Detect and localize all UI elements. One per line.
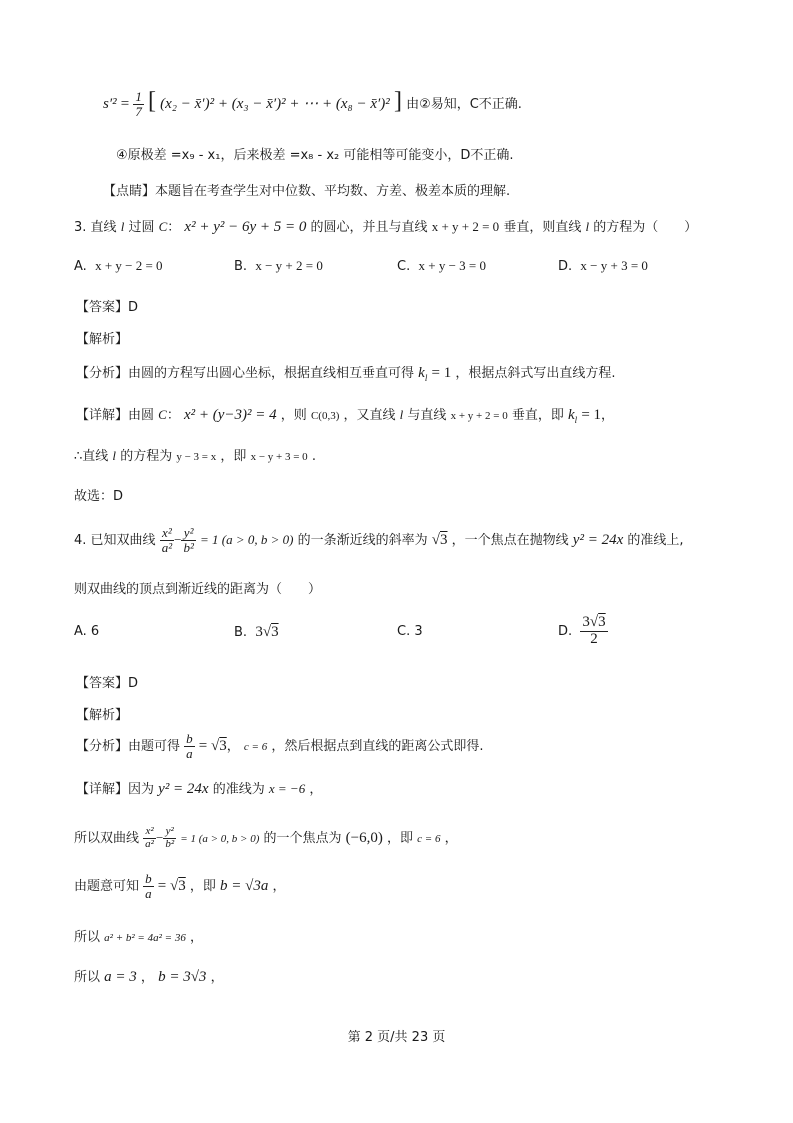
q4-xj5-e: ，	[210, 970, 224, 985]
q3-option-d	[558, 258, 648, 274]
eq-sqrt3: = √3	[198, 738, 227, 754]
q4-option-d-fraction: $\frac{3√3}{2}$	[582, 614, 606, 647]
q3-option-c-label: C.	[397, 259, 411, 274]
q4-xj5	[74, 966, 793, 986]
dianjing-note: 【点睛】本题旨在考查学生对中位数、平均数、方差、极差本质的理解.	[103, 184, 511, 199]
q4-xj4	[74, 926, 793, 945]
q3-option-b-label: B.	[234, 259, 248, 274]
q4-stem-d: 的准线上,	[627, 533, 684, 548]
q4-stem-b: 的一条渐近线的斜率为	[297, 533, 428, 548]
q4-xj4-a: 所以	[74, 930, 101, 945]
q3-option-d-label: D.	[558, 259, 573, 274]
q4-option-d	[558, 612, 608, 652]
q3-option-d-text: x − y + 3 = 0	[580, 258, 648, 273]
q3-stem-d: 垂直，则直线	[503, 220, 582, 235]
q3-circle-eq: x² + y² − 6y + 5 = 0	[184, 219, 307, 235]
b-over-a-2: $\frac{b}{a}$	[145, 871, 152, 901]
q4-xj3	[74, 868, 793, 905]
q4-xj2-cond: = 1 (a > 0, b > 0)	[180, 833, 260, 845]
q4-xj2: 所以双曲线 $\frac{\text{x²}}{\text{a²}}$ − $\frac{\text{y²}}{\text{b²}}$ = 1 (a > 0, b > 0) 的一个焦点为 (−6,0) ，即 c = 6 ，	[74, 825, 458, 850]
q3-option-c	[397, 258, 486, 274]
q3-therefore-a: ∴直线	[74, 449, 109, 464]
q3-xiangjie-eq: x² + (y−3)² = 4	[183, 407, 277, 423]
q3-xiangjie-a: 【详解】由圆	[76, 408, 155, 423]
q4-option-c: C. 3	[397, 624, 423, 639]
q3-answer: 【答案】D	[76, 300, 139, 315]
q3-option-c-text: x + y − 3 = 0	[418, 258, 486, 273]
q4-option-d-label: D.	[558, 624, 573, 639]
q4-xj1-d: x = −6	[268, 781, 306, 796]
q3-fenxi-k-eq: = 1	[431, 365, 452, 381]
q3-xiangjie-d: ，又直线	[343, 408, 396, 423]
x2-over-a2-2: $\frac{\text{x²}}{\text{a²}}$	[145, 825, 154, 850]
q4-xj2-e: c = 6	[417, 833, 441, 845]
q3-fenxi-tail: ，根据点斜式写出直线方程.	[455, 366, 616, 381]
q4-xj1-e: ，	[309, 782, 323, 797]
q3-xiangjie-line: x + y + 2 = 0	[450, 410, 508, 422]
q4-stem-c: ，一个焦点在抛物线	[451, 533, 569, 548]
q3-option-a	[74, 258, 163, 274]
variance-formula-line	[103, 88, 793, 119]
seven-denominator: 7	[135, 104, 142, 119]
q3-stem: 3. 直线 l 过圆 C： x² + y² − 6y + 5 = 0 的圆心，并且与直线 x + y + 2 = 0 垂直，则直线 l 的方程为（ ）	[74, 219, 698, 235]
q3-jiexi: 【解析】	[76, 332, 129, 347]
period: .	[311, 449, 316, 464]
q4-xj1-a: 【详解】因为	[76, 782, 155, 797]
q3-option-a-text: x + y − 2 = 0	[95, 258, 163, 273]
q4-fenxi-c6: c = 6	[243, 741, 268, 753]
variance-terms: (x₂ − x̄′)² + (x₃ − x̄′)² + ⋯ + (x₈ − x̄′)²	[160, 96, 390, 112]
q3-center-point: C(0,3)	[310, 410, 340, 422]
sqrt3: √3	[431, 532, 448, 548]
q4-stem-line2: 则双曲线的顶点到渐近线的距离为（ ）	[74, 582, 322, 597]
line-l-var-2: l	[585, 219, 590, 234]
q3-xiangjie-k-eq: = 1	[581, 407, 602, 423]
q3-xiangjie-g: 垂直，即	[511, 408, 564, 423]
q4-xj2-a: 所以双曲线	[74, 831, 140, 846]
q3-xiangjie-k-letter: k	[568, 407, 575, 423]
q4-xj1-c: 的准线为	[212, 782, 265, 797]
q3-therefore-d: ，即	[220, 449, 247, 464]
b-over-a: $\frac{b}{a}$	[186, 731, 193, 761]
q4-xj3-a: 由题意可知	[74, 879, 140, 894]
item-four: ④原极差 =x₉ - x₁，后来极差 =x₈ - x₂ 可能相等可能变小，D不正确.	[116, 148, 514, 163]
q3-fenxi-k: $k_l$	[418, 365, 428, 383]
q4-xj4-c: ，	[189, 930, 203, 945]
q3-option-b	[234, 258, 323, 274]
page-footer: 第 2 页/共 23 页	[347, 1030, 446, 1045]
q3-stem-e: 的方程为（ ）	[593, 220, 698, 235]
q4-xj5-a: 所以	[74, 970, 101, 985]
line-l-var-4: l	[112, 448, 117, 463]
q3-stem-b: 过圆	[128, 220, 155, 235]
q4-xj4-b: a² + b² = 4a² = 36	[104, 932, 186, 944]
q3-option-b-text: x − y + 2 = 0	[255, 258, 323, 273]
q4-xj3-b: ，即	[189, 879, 216, 894]
eq-sqrt3-2: = √3	[157, 878, 186, 894]
q4-option-a: A. 6	[74, 624, 100, 639]
circle-c-var-2: C	[158, 407, 167, 422]
q4-condition: = 1 (a > 0, b > 0)	[199, 532, 294, 547]
q4-xj2-f: ，	[444, 831, 458, 846]
bracket-close: ]	[393, 88, 402, 114]
q3-conclusion: 故选：D	[74, 489, 124, 504]
q4-xj3-d: ，	[272, 879, 286, 894]
q4-fenxi-a: 【分析】由题可得	[76, 739, 181, 754]
line-l-var: l	[120, 219, 125, 234]
equals-sign: =	[120, 96, 130, 112]
bracket-open: [	[148, 88, 157, 114]
x2-over-a2: $\frac{\text{x²}}{\text{a²}}$	[161, 525, 173, 555]
q3-xiangjie: 【详解】由圆 C： x² + (y−3)² = 4 ，则 C(0,3) ，又直线 l 与直线 x + y + 2 = 0 垂直，即 $k_l = 1$，	[76, 407, 615, 425]
q4-option-b-value: 3√3	[255, 624, 279, 640]
q3-fenxi-text: 【分析】由圆的方程写出圆心坐标，根据直线相互垂直可得	[76, 366, 415, 381]
q3-option-a-label: A.	[74, 259, 87, 274]
q4-fenxi: 【分析】由题可得 $\frac{b}{a}$ = √3， c = 6 ，然后根据点到直线的距离公式即得.	[76, 731, 484, 761]
q3-xiangjie-k: $k_l$	[568, 407, 578, 425]
q4-xj5-d: b = 3√3	[158, 969, 207, 985]
q4-xj1	[76, 778, 793, 798]
q4-xj1-b: y² = 24x	[158, 781, 209, 797]
line-l-var-3: l	[399, 407, 404, 422]
q4-stem-a: 4. 已知双曲线	[74, 533, 156, 548]
y2-over-b2: $\frac{\text{y²}}{\text{b²}}$	[183, 525, 194, 555]
q3-therefore	[74, 445, 793, 464]
q4-option-b-coef: 3	[255, 624, 263, 640]
q3-xiangjie-b: ，则	[280, 408, 307, 423]
y2-over-b2-2: $\frac{\text{y²}}{\text{b²}}$	[165, 825, 175, 850]
q4-option-b	[234, 624, 279, 641]
q3-stem-c: 的圆心，并且与直线	[310, 220, 428, 235]
q3-fenxi	[76, 362, 793, 383]
q3-stem-a: 3. 直线	[74, 220, 117, 235]
q4-xj5-c: ，	[140, 970, 154, 985]
s-prime-squared: s′²	[103, 96, 117, 112]
q4-parabola: y² = 24x	[572, 532, 624, 548]
q4-answer: 【答案】D	[76, 676, 139, 691]
q4-fenxi-c: ，然后根据点到直线的距离公式即得.	[271, 739, 484, 754]
q3-xiangjie-e: 与直线	[407, 408, 447, 423]
q3-line-eq: x + y + 2 = 0	[431, 219, 500, 234]
q3-therefore-b: 的方程为	[120, 449, 173, 464]
q3-therefore-c: y − 3 = x	[176, 451, 217, 463]
q4-xj3-c: b = √3a	[220, 878, 269, 894]
sqrt3-radicand: 3	[440, 532, 448, 548]
q4-jiexi: 【解析】	[76, 708, 129, 723]
q4-focus-point: (−6,0)	[345, 830, 383, 846]
q3-therefore-e: x − y + 3 = 0	[250, 451, 308, 463]
q3-fenxi-k-letter: k	[418, 365, 425, 381]
q4-xj2-d: ，即	[387, 831, 414, 846]
circle-c-var: C	[158, 219, 168, 234]
variance-conclusion: 由②易知，C不正确.	[406, 97, 522, 112]
one-seventh-fraction: $\frac{1}{7}$	[135, 89, 142, 119]
q4-xj5-b: a = 3	[104, 969, 137, 985]
q4-stem: 4. 已知双曲线 $\frac{\text{x²}}{\text{a²}}$ − $\frac{\text{y²}}{\text{b²}}$ = 1 (a > 0, b > 0) 的一条渐近线的斜率为 √3 ，一个焦点在抛物线 y² = 24x 的准线上,	[74, 525, 684, 555]
q4-option-b-label: B.	[234, 625, 248, 640]
q4-xj2-b: 的一个焦点为	[263, 831, 342, 846]
